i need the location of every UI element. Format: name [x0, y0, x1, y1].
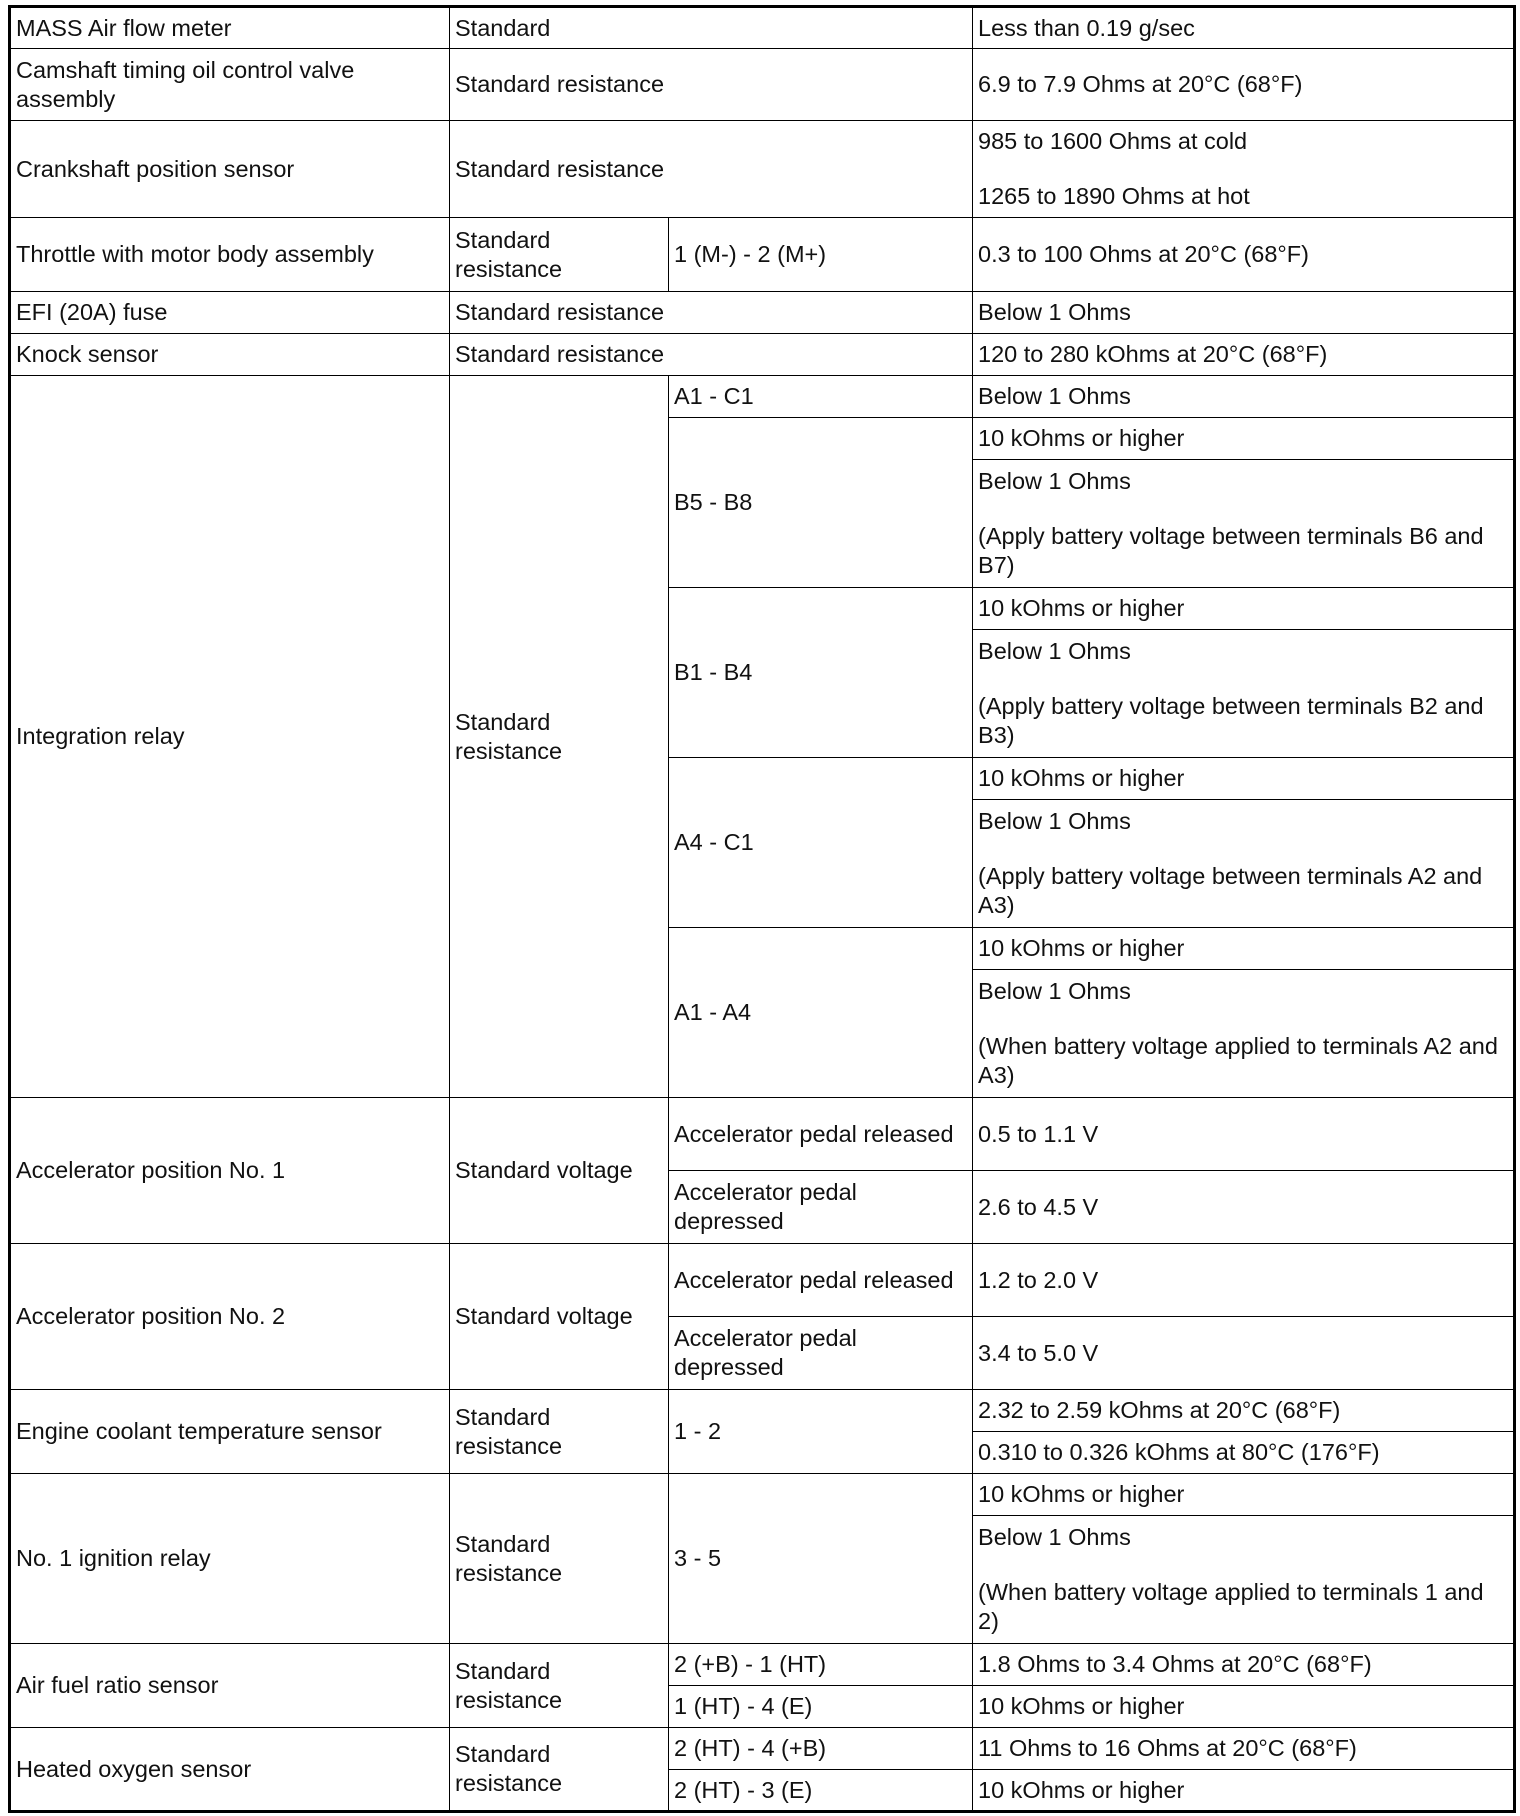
- value-line: (Apply battery voltage between terminals B6 and B7): [978, 523, 1484, 578]
- condition-cell: Standard voltage: [450, 1098, 669, 1244]
- specified-value: [973, 1516, 1515, 1644]
- specified-value: 10 kOhms or higher: [973, 758, 1515, 800]
- terminal-cell: 1 - 2: [669, 1390, 973, 1474]
- condition-cell: Standard resistance: [450, 121, 973, 218]
- component-name: MASS Air flow meter: [10, 7, 450, 49]
- terminal-cell: Accelerator pedal released: [669, 1244, 973, 1317]
- table-row: [10, 376, 1515, 418]
- value-line: (Apply battery voltage between terminals B2 and B3): [978, 693, 1484, 748]
- specified-value: 0.310 to 0.326 kOhms at 80°C (176°F): [973, 1432, 1515, 1474]
- specified-value: 10 kOhms or higher: [973, 418, 1515, 460]
- value-line: (Apply battery voltage between terminals A2 and A3): [978, 863, 1483, 918]
- terminal-cell: 2 (+B) - 1 (HT): [669, 1644, 973, 1686]
- value-line: (When battery voltage applied to terminals A2 and A3): [978, 1033, 1498, 1088]
- terminal-cell: 3 - 5: [669, 1474, 973, 1644]
- specified-value: 10 kOhms or higher: [973, 1686, 1515, 1728]
- spec-table: [8, 5, 1516, 1813]
- condition-cell: Standard resistance: [450, 1390, 669, 1474]
- spec-table-container: [8, 5, 1513, 1811]
- value-line: (When battery voltage applied to terminals 1 and 2): [978, 1579, 1484, 1634]
- condition-cell: Standard resistance: [450, 376, 669, 1098]
- specified-value: 11 Ohms to 16 Ohms at 20°C (68°F): [973, 1728, 1515, 1770]
- component-name: Camshaft timing oil control valve assembly: [10, 49, 450, 121]
- specified-value: [973, 460, 1515, 588]
- table-row: [10, 292, 1515, 334]
- component-name: EFI (20A) fuse: [10, 292, 450, 334]
- condition-cell: Standard resistance: [450, 292, 973, 334]
- specified-value: 10 kOhms or higher: [973, 588, 1515, 630]
- terminal-cell: Accelerator pedal released: [669, 1098, 973, 1171]
- specified-value: 2.32 to 2.59 kOhms at 20°C (68°F): [973, 1390, 1515, 1432]
- value-line: Below 1 Ohms: [978, 808, 1131, 834]
- component-name: Crankshaft position sensor: [10, 121, 450, 218]
- component-name: Air fuel ratio sensor: [10, 1644, 450, 1728]
- specified-value: [973, 800, 1515, 928]
- table-row: [10, 218, 1515, 292]
- terminal-cell: B1 - B4: [669, 588, 973, 758]
- component-name: Heated oxygen sensor: [10, 1728, 450, 1812]
- specified-value: [973, 970, 1515, 1098]
- condition-cell: Standard resistance: [450, 1728, 669, 1812]
- component-name: Engine coolant temperature sensor: [10, 1390, 450, 1474]
- specified-value: 3.4 to 5.0 V: [973, 1317, 1515, 1390]
- terminal-cell: Accelerator pedal depressed: [669, 1171, 973, 1244]
- specified-value: Below 1 Ohms: [973, 292, 1515, 334]
- table-row: [10, 1244, 1515, 1317]
- specified-value: Less than 0.19 g/sec: [973, 7, 1515, 49]
- value-line: Below 1 Ohms: [978, 1524, 1131, 1550]
- condition-cell: Standard resistance: [450, 1474, 669, 1644]
- table-row: [10, 7, 1515, 49]
- specified-value: 120 to 280 kOhms at 20°C (68°F): [973, 334, 1515, 376]
- value-line: Below 1 Ohms: [978, 468, 1131, 494]
- value-line: Below 1 Ohms: [978, 978, 1131, 1004]
- value-line: Below 1 Ohms: [978, 638, 1131, 664]
- specified-value: 2.6 to 4.5 V: [973, 1171, 1515, 1244]
- table-row: [10, 49, 1515, 121]
- condition-cell: Standard resistance: [450, 49, 973, 121]
- table-row: [10, 1644, 1515, 1686]
- table-row: [10, 1390, 1515, 1432]
- specified-value: 1.2 to 2.0 V: [973, 1244, 1515, 1317]
- component-name: Throttle with motor body assembly: [10, 218, 450, 292]
- component-name: Accelerator position No. 1: [10, 1098, 450, 1244]
- terminal-cell: B5 - B8: [669, 418, 973, 588]
- specified-value: 0.3 to 100 Ohms at 20°C (68°F): [973, 218, 1515, 292]
- specified-value: [973, 630, 1515, 758]
- condition-cell: Standard resistance: [450, 1644, 669, 1728]
- specified-value: 0.5 to 1.1 V: [973, 1098, 1515, 1171]
- component-name: Knock sensor: [10, 334, 450, 376]
- specified-value: 10 kOhms or higher: [973, 928, 1515, 970]
- specified-value: 1.8 Ohms to 3.4 Ohms at 20°C (68°F): [973, 1644, 1515, 1686]
- specified-value: 10 kOhms or higher: [973, 1770, 1515, 1812]
- condition-cell: Standard: [450, 7, 973, 49]
- table-row: [10, 1728, 1515, 1770]
- terminal-cell: A1 - A4: [669, 928, 973, 1098]
- component-name: No. 1 ignition relay: [10, 1474, 450, 1644]
- specified-value: 6.9 to 7.9 Ohms at 20°C (68°F): [973, 49, 1515, 121]
- component-name: Integration relay: [10, 376, 450, 1098]
- value-line: 985 to 1600 Ohms at cold: [978, 128, 1248, 154]
- value-line: 1265 to 1890 Ohms at hot: [978, 183, 1250, 209]
- terminal-cell: 2 (HT) - 4 (+B): [669, 1728, 973, 1770]
- terminal-cell: 2 (HT) - 3 (E): [669, 1770, 973, 1812]
- table-row: [10, 1474, 1515, 1516]
- table-row: [10, 334, 1515, 376]
- specified-value: 10 kOhms or higher: [973, 1474, 1515, 1516]
- specified-value: [973, 121, 1515, 218]
- condition-cell: Standard voltage: [450, 1244, 669, 1390]
- table-row: [10, 1098, 1515, 1171]
- component-name: Accelerator position No. 2: [10, 1244, 450, 1390]
- terminal-cell: A1 - C1: [669, 376, 973, 418]
- condition-cell: Standard resistance: [450, 334, 973, 376]
- terminal-cell: 1 (HT) - 4 (E): [669, 1686, 973, 1728]
- specified-value: Below 1 Ohms: [973, 376, 1515, 418]
- terminal-cell: 1 (M-) - 2 (M+): [669, 218, 973, 292]
- terminal-cell: Accelerator pedal depressed: [669, 1317, 973, 1390]
- condition-cell: Standard resistance: [450, 218, 669, 292]
- terminal-cell: A4 - C1: [669, 758, 973, 928]
- table-row: [10, 121, 1515, 218]
